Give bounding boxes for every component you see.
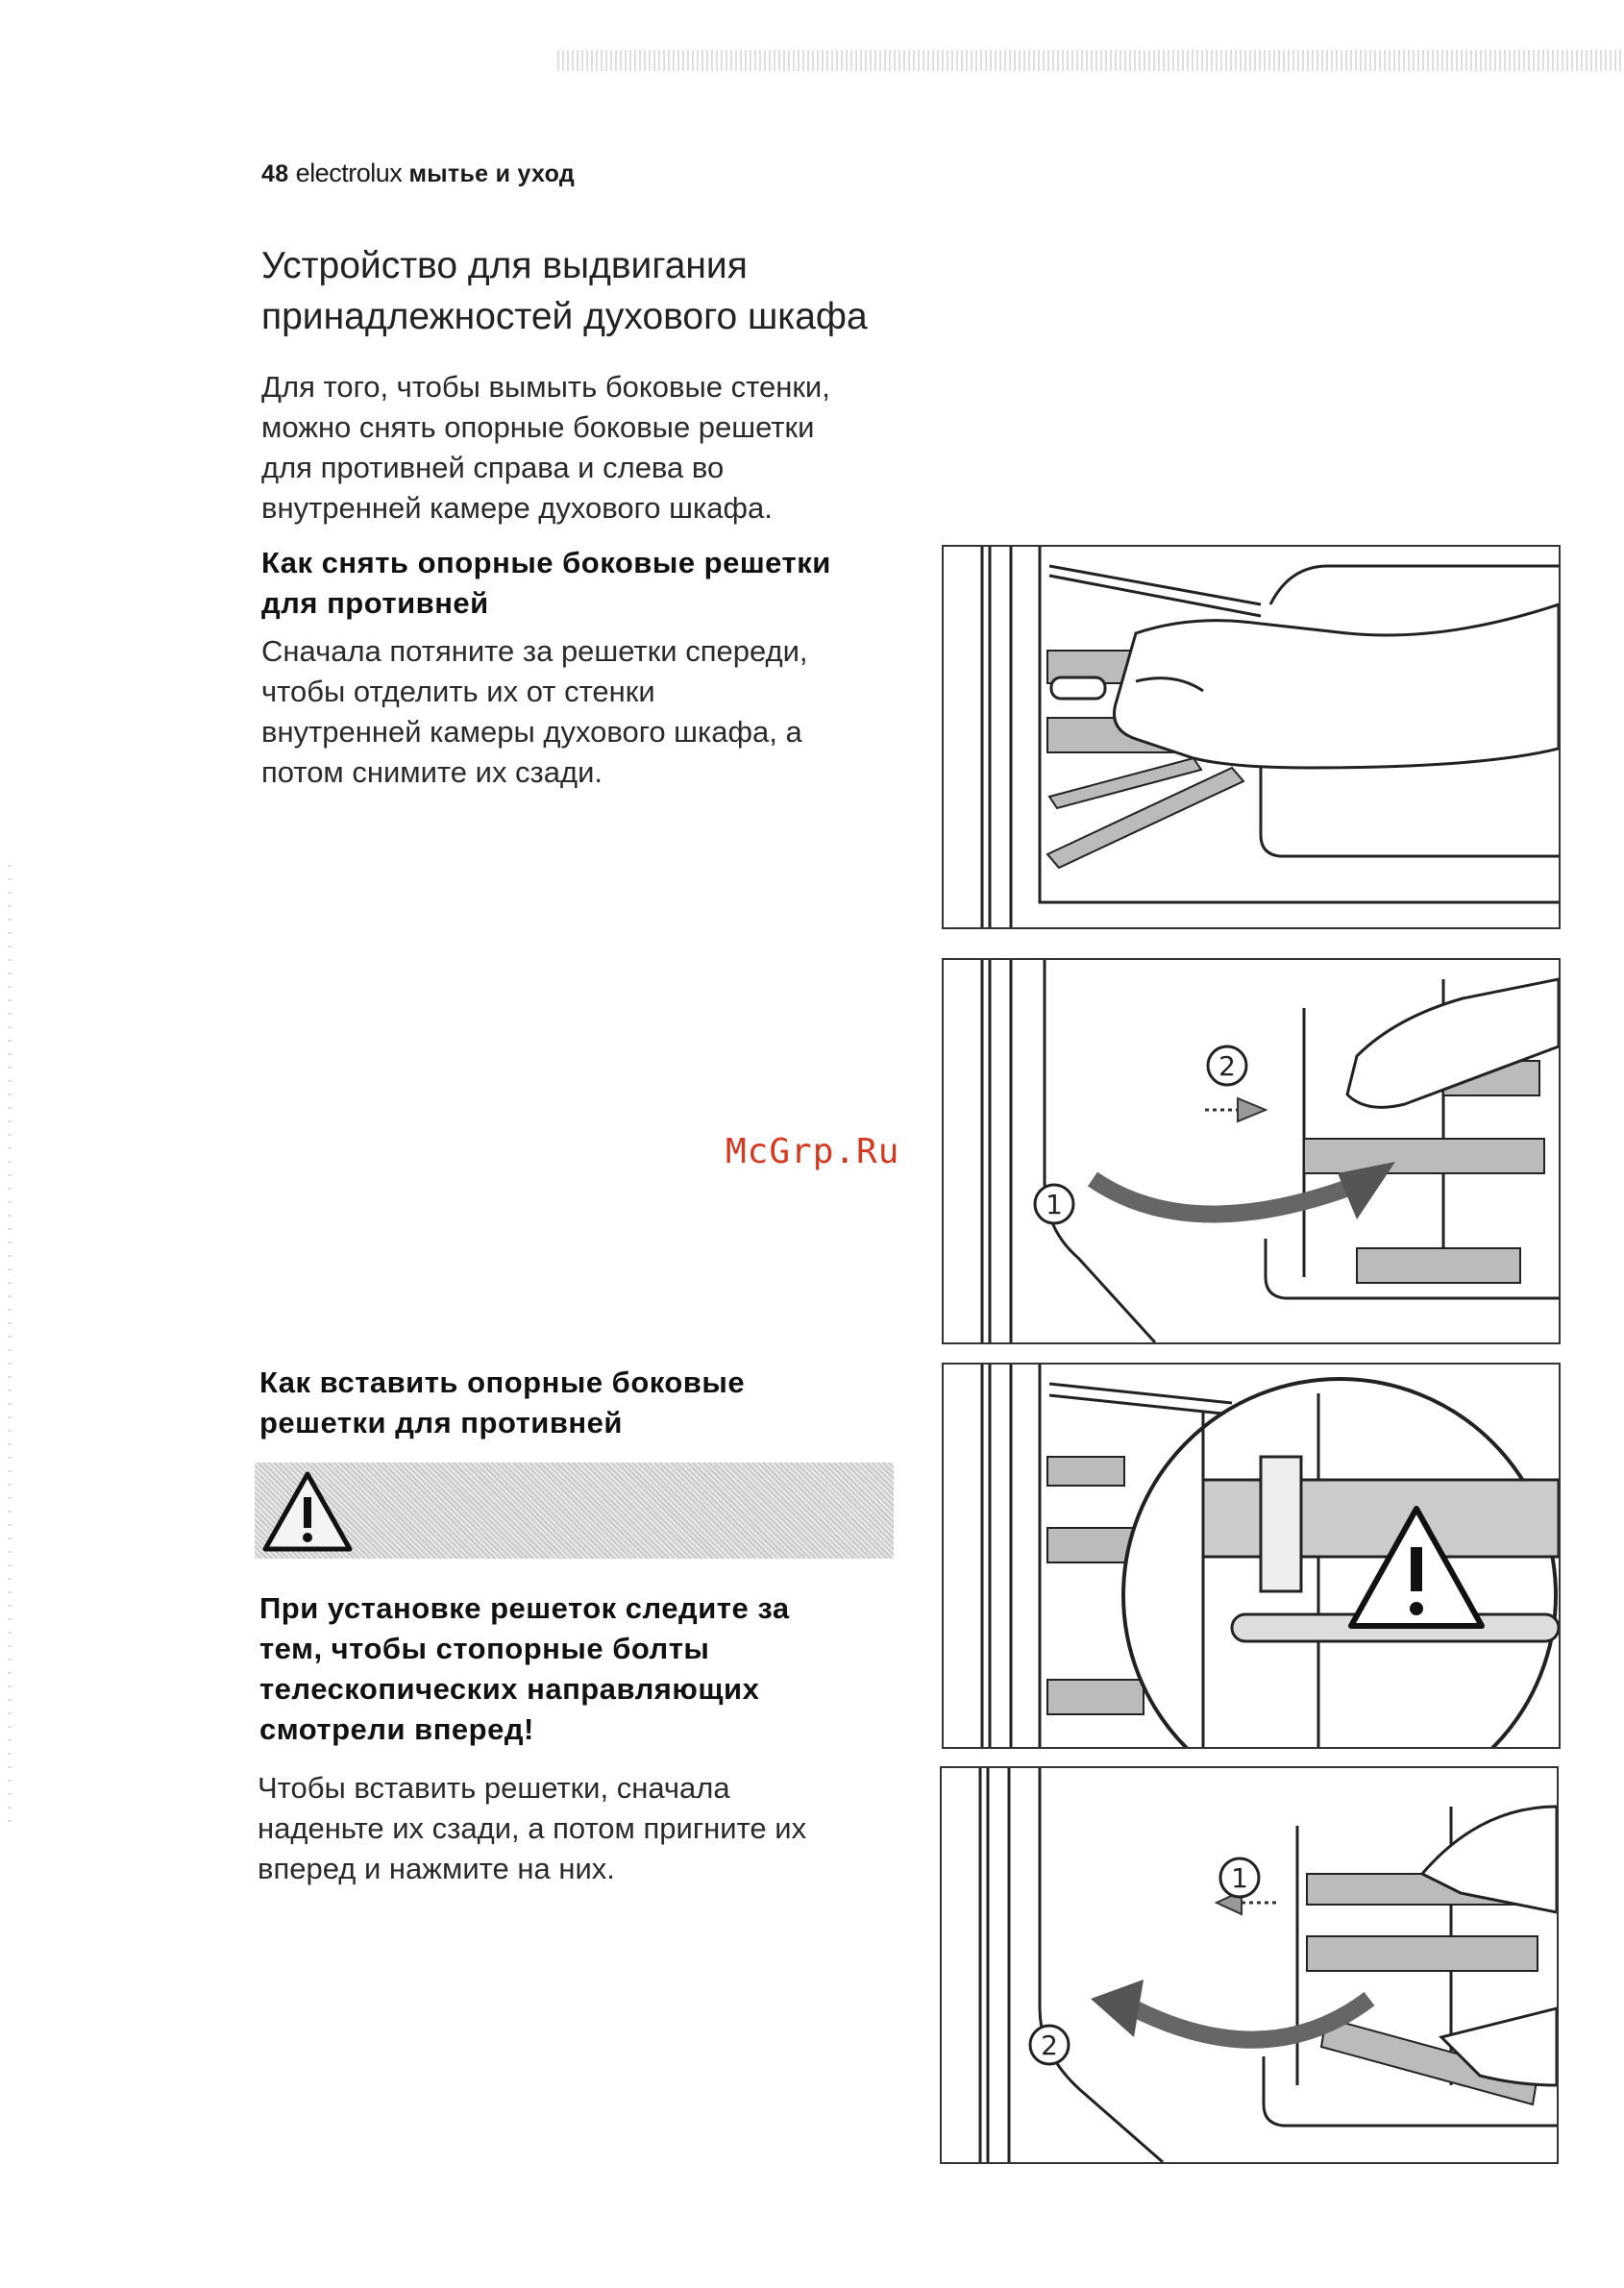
warning-text (259, 1588, 790, 1750)
page-title (261, 240, 934, 342)
figure-bolt-detail (942, 1363, 1561, 1749)
figure-unhook-rails (942, 958, 1561, 1344)
step-label: 2 (1218, 1050, 1236, 1082)
text-line: наденьте их сзади, а потом пригните их (258, 1811, 807, 1845)
heading-line: Как снять опорные боковые решетки (261, 546, 831, 579)
step-label: 1 (1231, 1862, 1248, 1894)
figure-remove-rails (942, 545, 1561, 929)
title-line: принадлежностей духового шкафа (261, 296, 868, 337)
text-line: внутренней камере духового шкафа. (261, 491, 773, 525)
warning-line: тем, чтобы стопорные болты (259, 1632, 710, 1665)
text-line: чтобы отделить их от стенки (261, 675, 655, 708)
warning-triangle-icon (259, 1468, 356, 1555)
text-line: Сначала потяните за решетки спереди, (261, 634, 808, 668)
warning-line: телескопических направляющих (259, 1672, 760, 1706)
page-number: 48 (261, 160, 289, 187)
watermark: McGrp.Ru (726, 1132, 900, 1171)
text-line: Для того, чтобы вымыть боковые стенки, (261, 370, 830, 404)
insert-heading (259, 1363, 745, 1443)
step-label: 2 (1041, 2030, 1058, 2061)
heading-line: решетки для противней (259, 1406, 623, 1439)
remove-heading (261, 543, 831, 624)
page-header (261, 159, 575, 188)
insert-paragraph (258, 1768, 806, 1889)
figure-insert-rails (940, 1766, 1559, 2164)
intro-paragraph (261, 367, 830, 529)
brand-name: electrolux (295, 159, 403, 187)
heading-line: для противней (261, 586, 489, 620)
scan-artifact (557, 50, 1624, 71)
remove-paragraph (261, 631, 808, 793)
title-line: Устройство для выдвигания (261, 245, 748, 286)
text-line: вперед и нажмите на них. (258, 1852, 615, 1885)
section-name: мытье и уход (408, 160, 576, 187)
text-line: внутренней камеры духового шкафа, а (261, 715, 802, 749)
warning-line: При установке решеток следите за (259, 1591, 790, 1625)
warning-line: смотрели вперед! (259, 1712, 534, 1746)
heading-line: Как вставить опорные боковые (259, 1365, 746, 1399)
step-label: 1 (1046, 1189, 1063, 1220)
text-line: потом снимите их сзади. (261, 755, 603, 789)
scan-edge-artifact (8, 865, 12, 1826)
text-line: для противней справа и слева во (261, 451, 725, 484)
text-line: Чтобы вставить решетки, сначала (258, 1771, 730, 1805)
text-line: можно снять опорные боковые решетки (261, 410, 815, 444)
